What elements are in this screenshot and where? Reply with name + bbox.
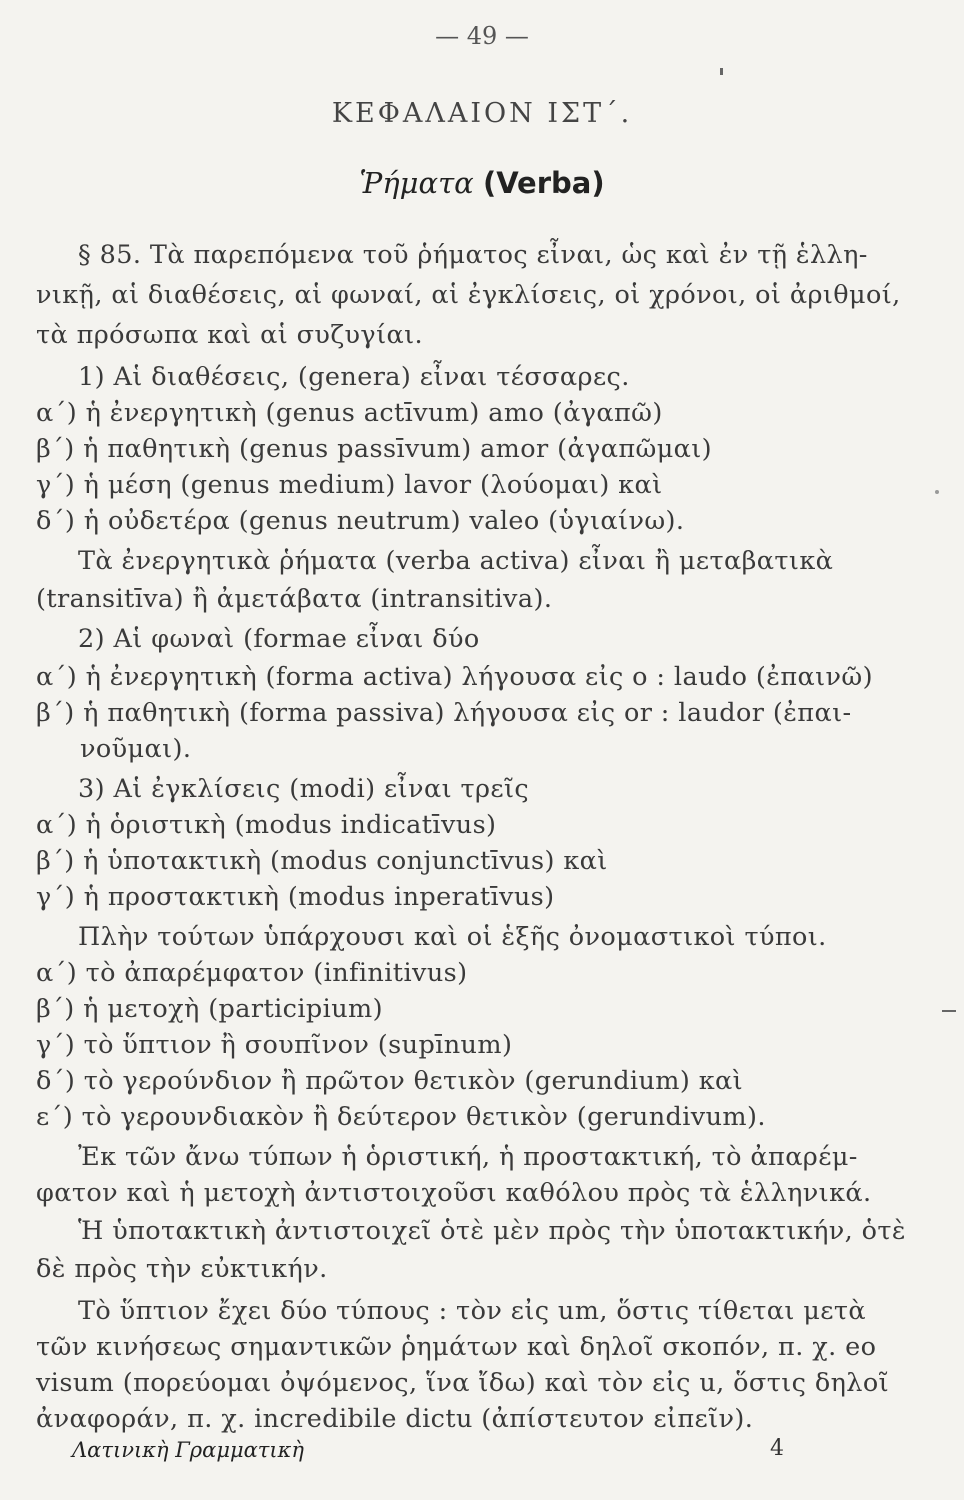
text-line: τὰ πρόσωπα καὶ αἱ συζυγίαι.: [36, 320, 423, 350]
text-line: δ΄) τὸ γερούνδιον ἢ πρῶτον θετικὸν (gerundium) καὶ: [36, 1066, 744, 1096]
footer-signature-number: 4: [770, 1436, 784, 1461]
text-line: (transitīva) ἢ ἀμετάβατα (intransitiva).: [36, 584, 553, 614]
text-line: γ΄) τὸ ὕπτιον ἢ σουπῖνον (supīnum): [36, 1030, 513, 1060]
text-line: δὲ πρὸς τὴν εὐκτικήν.: [36, 1254, 328, 1284]
subtitle-latin: (Verba): [482, 166, 605, 200]
text-line: β΄) ἡ παθητικὴ (forma passiva) λήγουσα εἰς or : laudor (ἐπαι-: [36, 698, 852, 728]
text-line: α΄) ἡ ἐνεργητικὴ (genus actīvum) amo (ἀγαπῶ): [36, 398, 663, 428]
ink-speck: [942, 1010, 956, 1012]
text-line: δ΄) ἡ οὐδετέρα (genus neutrum) valeo (ὑγιαίνω).: [36, 506, 685, 536]
subtitle-greek: Ῥήματα: [359, 166, 474, 200]
ink-speck: [935, 490, 939, 494]
text-line: Πλὴν τούτων ὑπάρχουσι καὶ οἱ ἑξῆς ὀνομαστικοὶ τύποι.: [78, 922, 827, 952]
text-line: ἀναφοράν, π. χ. incredibile dictu (ἀπίστευτον εἰπεῖν).: [36, 1404, 754, 1434]
text-line: φατον καὶ ἡ μετοχὴ ἀντιστοιχοῦσι καθόλου πρὸς τὰ ἑλληνικά.: [36, 1178, 872, 1208]
text-line: Τὰ ἐνεργητικὰ ῥήματα (verba activa) εἶναι ἢ μεταβατικὰ: [78, 546, 834, 576]
text-line: visum (πορεύομαι ὀψόμενος, ἵνα ἴδω) καὶ τὸν εἰς u, ὅστις δηλοῖ: [36, 1368, 889, 1398]
text-line: γ΄) ἡ μέση (genus medium) lavor (λούομαι) καὶ: [36, 470, 663, 500]
text-line: § 85. Τὰ παρεπόμενα τοῦ ῥήματος εἶναι, ὡς καὶ ἐν τῇ ἑλλη-: [78, 240, 868, 270]
chapter-title: ΚΕΦΑΛΑΙΟΝ ΙΣΤ΄.: [331, 98, 633, 129]
text-line: νοῦμαι).: [80, 734, 192, 764]
text-line: 3) Αἱ ἐγκλίσεις (modi) εἶναι τρεῖς: [78, 774, 530, 804]
text-line: τῶν κινήσεως σημαντικῶν ῥημάτων καὶ δηλοῖ σκοπόν, π. χ. eo: [36, 1332, 877, 1362]
text-line: α΄) ἡ ἐνεργητικὴ (forma activa) λήγουσα εἰς o : laudo (ἐπαινῶ): [36, 662, 873, 692]
text-line: Ἡ ὑποτακτικὴ ἀντιστοιχεῖ ὁτὲ μὲν πρὸς τὴν ὑποτακτικήν, ὁτὲ: [78, 1216, 907, 1246]
footer-book-title: Λατινικὴ Γραμματικὴ: [72, 1438, 305, 1462]
text-line: β΄) ἡ μετοχὴ (participium): [36, 994, 383, 1024]
text-line: ε΄) τὸ γερουνδιακὸν ἢ δεύτερον θετικὸν (gerundivum).: [36, 1102, 766, 1132]
text-line: 1) Αἱ διαθέσεις, (genera) εἶναι τέσσαρες.: [78, 362, 630, 392]
text-line: νικῇ, αἱ διαθέσεις, αἱ φωναί, αἱ ἐγκλίσεις, οἱ χρόνοι, οἱ ἀριθμοί,: [36, 280, 901, 310]
text-line: α΄) τὸ ἀπαρέμφατον (infinitivus): [36, 958, 468, 988]
ink-speck: [720, 68, 723, 75]
section-subtitle: [0, 166, 964, 200]
text-line: β΄) ἡ ὑποτακτικὴ (modus conjunctīvus) καὶ: [36, 846, 608, 876]
text-line: α΄) ἡ ὁριστικὴ (modus indicatīvus): [36, 810, 497, 840]
text-line: γ΄) ἡ προστακτικὴ (modus inperatīvus): [36, 882, 555, 912]
text-line: Ἐκ τῶν ἄνω τύπων ἡ ὁριστική, ἡ προστακτική, τὸ ἀπαρέμ-: [78, 1142, 858, 1172]
text-line: Τὸ ὕπτιον ἔχει δύο τύπους : τὸν εἰς um, ὅστις τίθεται μετὰ: [78, 1296, 867, 1326]
text-line: 2) Αἱ φωναὶ (formae εἶναι δύο: [78, 624, 480, 654]
text-line: β΄) ἡ παθητικὴ (genus passīvum) amor (ἀγαπῶμαι): [36, 434, 713, 464]
page-number: — 49 —: [435, 22, 529, 50]
